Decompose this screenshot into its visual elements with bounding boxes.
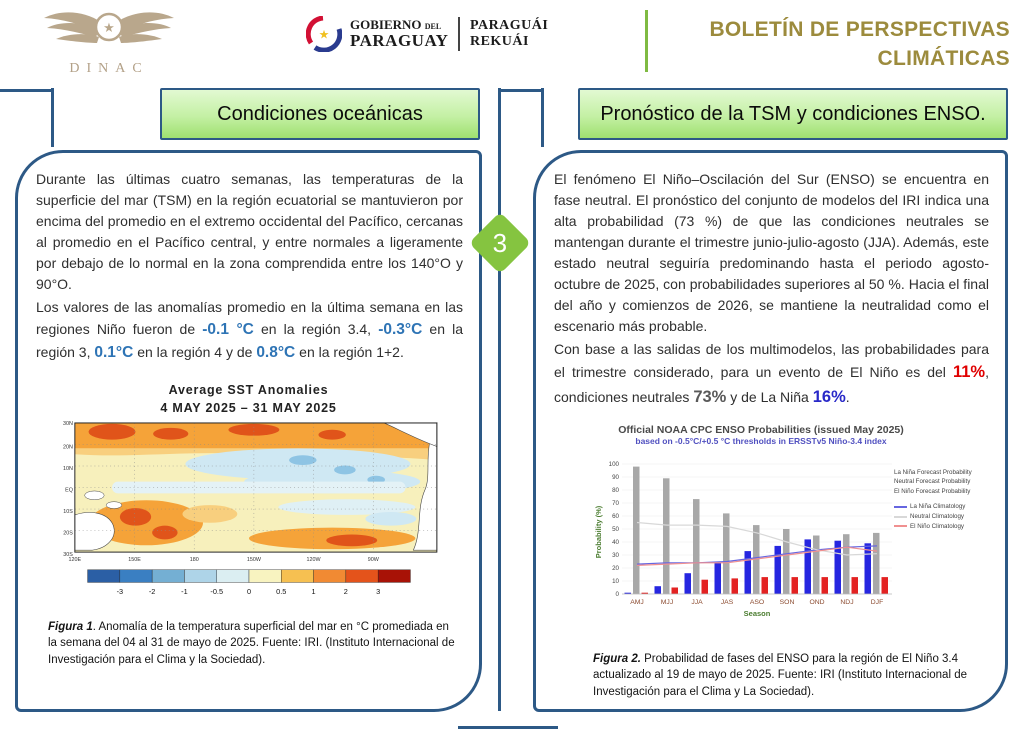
figure2-caption-label: Figura 2. [593, 652, 641, 665]
highlighted-value: 0.1°C [94, 344, 134, 362]
sst-anomaly-figure [18, 381, 479, 607]
text-segment: Con base a las salidas de los multimodelos, las probabilidades para el trimestre considerado, para un evento de El Niño es del [554, 341, 989, 380]
svg-text:OND: OND [809, 598, 825, 606]
svg-text:30S: 30S [62, 551, 73, 558]
gov-line1-small: DEL [424, 22, 442, 32]
chart-x-tick-labels [630, 599, 883, 606]
svg-text:JJA: JJA [691, 598, 703, 606]
dinac-label: DINAC [69, 61, 149, 76]
gobierno-emblem-icon [306, 16, 342, 52]
enso-paragraph-1: El fenómeno El Niño–Oscilación del Sur (ENSO) se encuentra en fase neutral. El pronóstico del conjunto de modelos del IRI indica una alta probabilidad (73 %) de que las condiciones neutrales se mantengan durante el trimestre junio-julio-agosto (JJA). Además, este estado neutral seguiría predominando hasta el periodo agosto-octubre de 2025, con probabilidades superiores al 50 %. Hacia el final del año y comienzos de 2026, se mantiene la neutralidad como el escenario más probable. [554, 171, 989, 334]
legend-line-swatch [894, 506, 907, 508]
svg-text:10S: 10S [62, 508, 73, 515]
text-segment: , condiciones neutrales [554, 364, 989, 405]
center-connector-line [498, 88, 501, 711]
svg-text:150W: 150W [246, 556, 261, 563]
text-segment: en la región 3.4, [253, 321, 379, 337]
legend-entry: El Niño Forecast Probability [894, 487, 971, 495]
svg-text:1: 1 [311, 586, 316, 596]
legend-entry: La Niña Climatology [894, 502, 1004, 512]
right-section-title-label: Pronóstico de la TSM y condiciones ENSO. [600, 102, 986, 125]
svg-text:0.5: 0.5 [275, 586, 286, 596]
svg-text:100: 100 [608, 460, 619, 468]
svg-text:20N: 20N [62, 444, 73, 451]
svg-text:90W: 90W [367, 556, 379, 563]
svg-text:60: 60 [612, 512, 619, 520]
text-segment: en la región 3, [36, 321, 463, 361]
left-section-title [160, 88, 480, 140]
svg-text:★: ★ [318, 27, 330, 42]
svg-text:0: 0 [615, 590, 619, 598]
gov-line4: REKUÁI [469, 34, 529, 49]
left-bracket-horizontal [0, 89, 53, 92]
svg-text:AMJ: AMJ [630, 598, 644, 606]
text-segment: . [845, 388, 850, 405]
page-title-line2: CLIMÁTICAS [877, 47, 1010, 70]
chart-y-axis-label: Probability (%) [594, 505, 603, 558]
svg-text:20S: 20S [62, 530, 73, 537]
svg-text:40: 40 [612, 538, 619, 546]
svg-text:50: 50 [612, 525, 619, 533]
map-latitude-labels [63, 421, 73, 558]
page-title-line1: BOLETÍN DE PERSPECTIVAS [709, 18, 1010, 41]
highlighted-value: 73% [693, 387, 727, 406]
svg-text:-0.5: -0.5 [209, 586, 223, 596]
svg-text:120W: 120W [306, 556, 321, 563]
highlighted-value: -0.3°C [378, 321, 423, 338]
svg-text:ASO: ASO [749, 598, 765, 606]
figure1-caption-text: . Anomalía de la temperatura superficial del mar en °C promediada en la semana del 04 al 31 de mayo de 2025. Fuente: IRI. (Instituto Internacional de Investigación para el Clima y la Sociedad). [48, 620, 455, 667]
legend-line-swatch [894, 525, 907, 527]
dinac-wings-icon [39, 6, 179, 58]
ocean-paragraph-2 [36, 297, 463, 365]
sst-anomaly-map [53, 421, 445, 602]
map-longitude-labels [68, 557, 379, 563]
svg-text:DJF: DJF [870, 598, 884, 606]
svg-text:10: 10 [612, 577, 619, 585]
figure2-caption-text: Probabilidad de fases del ENSO para la región de El Niño 3.4 actualizado al 19 de mayo de 2025. Fuente: IRI (Instituto Internacional de Investigación para el Clima y La Sociedad). [593, 652, 967, 698]
enso-chart-subtitle: based on -0.5°C/+0.5 °C thresholds in ERSSTv5 Niño-3.4 index [635, 435, 887, 446]
dinac-logo [38, 6, 180, 77]
svg-text:20: 20 [612, 564, 619, 572]
figure2-caption [593, 651, 979, 701]
svg-text:70: 70 [612, 499, 619, 507]
svg-text:-1: -1 [180, 586, 188, 596]
next-row-stub [458, 726, 558, 729]
sst-map-title-line1: Average SST Anomalies [168, 382, 329, 397]
enso-forecast-panel [533, 150, 1008, 712]
legend-line-swatch [894, 516, 907, 518]
legend-entry: El Niño Climatology [894, 522, 1004, 532]
svg-text:JAS: JAS [720, 598, 734, 606]
header-divider [645, 10, 648, 72]
svg-text:2: 2 [343, 586, 348, 596]
svg-text:150E: 150E [127, 556, 141, 563]
enso-chart-title: Official NOAA CPC ENSO Probabilities (issued May 2025) [618, 423, 904, 436]
text-segment: y de La Niña [726, 388, 813, 405]
svg-text:10N: 10N [62, 465, 73, 472]
legend-entry: Neutral Forecast Probability [894, 478, 971, 486]
right-section-title [578, 88, 1008, 140]
svg-text:180: 180 [189, 556, 199, 563]
map-colorbar [87, 569, 410, 595]
svg-text:30: 30 [612, 551, 619, 559]
figure1-caption [48, 619, 457, 669]
page-title [655, 15, 1010, 73]
gov-line2: PARAGUAY [350, 30, 449, 50]
enso-probability-figure [536, 424, 1005, 639]
text-segment: Los valores de las anomalías promedio en la última semana en las regiones Niño fueron de [36, 299, 463, 337]
svg-text:3: 3 [375, 586, 380, 596]
ocean-conditions-panel [15, 150, 482, 712]
svg-text:NDJ: NDJ [840, 598, 854, 606]
gov-line1: GOBIERNO [350, 17, 422, 33]
step-number: 3 [492, 227, 508, 258]
enso-paragraph-2 [554, 339, 989, 410]
chart-legend [894, 468, 1004, 532]
svg-text:-2: -2 [148, 586, 155, 596]
svg-text:★: ★ [103, 20, 115, 35]
svg-text:120E: 120E [68, 556, 81, 563]
svg-text:80: 80 [612, 486, 619, 494]
center-bracket-vertical [541, 88, 544, 147]
chart-x-axis-label: Season [743, 608, 771, 618]
highlighted-value: -0.1 °C [202, 321, 254, 338]
enso-probability-chart [594, 454, 904, 619]
svg-text:SON: SON [779, 598, 795, 606]
text-segment: en la región 4 y de [133, 344, 257, 361]
left-section-title-label: Condiciones oceánicas [217, 102, 423, 125]
svg-text:90: 90 [612, 473, 619, 481]
svg-text:-3: -3 [116, 586, 123, 596]
sst-map-title [18, 381, 479, 417]
text-segment: en la región 1+2. [295, 344, 404, 361]
svg-text:EQ: EQ [64, 487, 73, 494]
gov-line3: PARAGUÁI [469, 17, 549, 33]
ocean-paragraph-1: Durante las últimas cuatro semanas, las temperaturas de la superficie del mar (TSM) en la región ecuatorial se mantuvieron por encima del promedio en el extremo occidental del Pacífico, cercanas al promedio en el Pacífico central, y entre normales a ligeramente por debajo de lo normal en la zona comprendida entre los 140°O y 90°O. [36, 171, 463, 292]
highlighted-value: 0.8°C [256, 344, 296, 362]
highlighted-value: 16% [812, 387, 846, 406]
highlighted-value: 11% [952, 363, 986, 381]
chart-y-tick-labels [609, 461, 620, 598]
sst-map-title-line2: 4 MAY 2025 – 31 MAY 2025 [160, 400, 337, 415]
svg-text:30N: 30N [62, 420, 73, 427]
center-bracket-horizontal [498, 89, 544, 92]
gov-logo-separator [458, 17, 460, 51]
svg-text:MJJ: MJJ [660, 598, 674, 606]
chart-bars [625, 466, 889, 593]
svg-text:0: 0 [246, 586, 251, 596]
figure1-caption-label: Figura 1 [48, 620, 93, 633]
gobierno-paraguay-logo [306, 16, 548, 52]
legend-entry: La Niña Forecast Probability [894, 468, 972, 476]
left-bracket-vertical [51, 88, 54, 147]
legend-entry: Neutral Climatology [894, 512, 1004, 522]
